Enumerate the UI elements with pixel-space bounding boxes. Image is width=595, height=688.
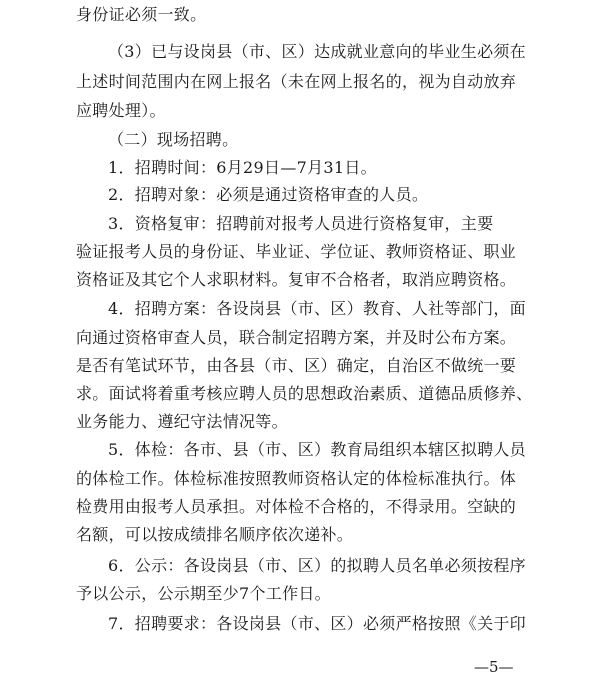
text-line: 7．招聘要求：各设岗县（市、区）必须严格按照《关于印: [108, 614, 526, 633]
text-line: 业务能力、遵纪守法情况等。: [76, 412, 288, 431]
text-line: 4．招聘方案：各设岗县（市、区）教育、人社等部门，面: [108, 299, 526, 318]
text-line: 3．资格复审：招聘前对报考人员进行资格复审，主要: [108, 214, 494, 233]
text-line: 予以公示，公示期至少7个工作日。: [76, 584, 331, 603]
text-line: 身份证必须一致。: [76, 5, 207, 24]
text-line: （3）已与设岗县（市、区）达成就业意向的毕业生必须在: [108, 42, 526, 61]
text-line: 的体检工作。体检标准按照教师资格认定的体检标准执行。体: [76, 469, 517, 488]
page-number: —5—: [474, 658, 514, 676]
text-line: 1．招聘时间：6月29日—7月31日。: [108, 158, 377, 177]
text-line: 5．体检：各市、县（市、区）教育局组织本辖区拟聘人员: [108, 440, 526, 459]
text-line: 是否有笔试环节，由各县（市、区）确定，自治区不做统一要: [76, 356, 517, 375]
text-line: 名额，可以按成绩排名顺序依次递补。: [76, 525, 354, 544]
text-line: 验证报考人员的身份证、毕业证、学位证、教师资格证、职业: [76, 242, 517, 261]
text-line: 检费用由报考人员承担。对体检不合格的，不得录用。空缺的: [76, 497, 517, 516]
text-line: 向通过资格审查人员，联合制定招聘方案，并及时公布方案。: [76, 328, 517, 347]
text-line: 求。面试将着重考核应聘人员的思想政治素质、道德品质修养、: [76, 384, 533, 403]
text-line: 6．公示：各设岗县（市、区）的拟聘人员名单必须按程序: [108, 556, 526, 575]
text-line: 资格证及其它个人求职材料。复审不合格者，取消应聘资格。: [76, 270, 517, 289]
section-heading: （二）现场招聘。: [108, 130, 239, 149]
text-line: 2．招聘对象：必须是通过资格审查的人员。: [108, 185, 429, 204]
text-line: 上述时间范围内在网上报名（未在网上报名的，视为自动放弃: [76, 72, 517, 91]
text-line: 应聘处理）。: [76, 101, 166, 120]
